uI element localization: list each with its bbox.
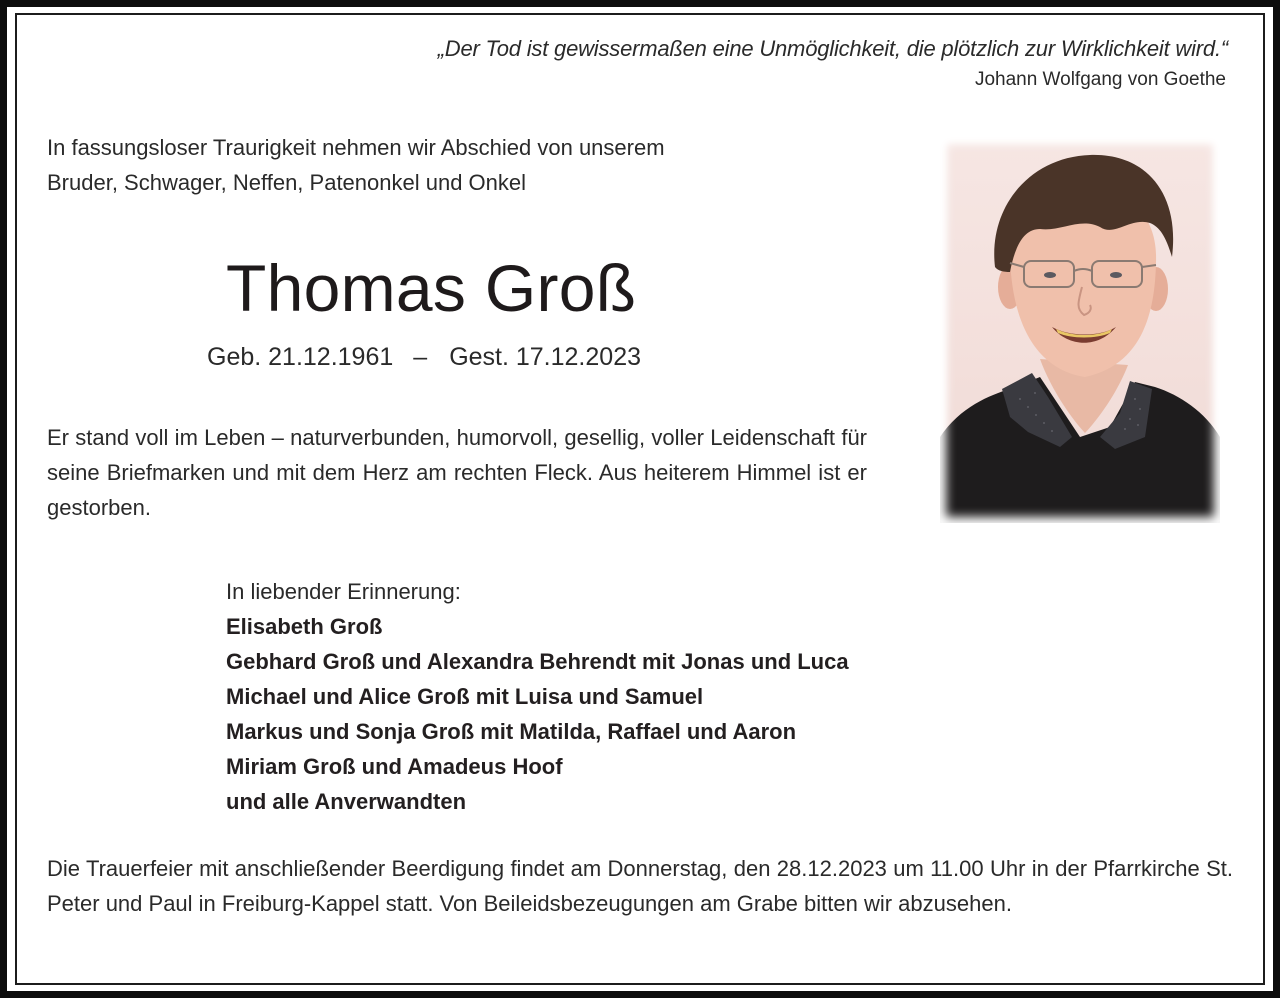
intro-text bbox=[47, 130, 847, 200]
epigraph-quote: „Der Tod ist gewissermaßen eine Unmöglichkeit, die plötzlich zur Wirklichkeit wird.“ bbox=[437, 36, 1228, 61]
mourners-heading: In liebender Erinnerung: bbox=[226, 579, 461, 604]
intro-line-1: In fassungsloser Traurigkeit nehmen wir Abschied von unserem bbox=[47, 135, 665, 160]
mourners-list bbox=[226, 574, 946, 819]
intro-line-2: Bruder, Schwager, Neffen, Patenonkel und Onkel bbox=[47, 170, 527, 195]
portrait-photo bbox=[940, 137, 1220, 523]
death-date: Gest. 17.12.2023 bbox=[449, 343, 641, 371]
birth-date: Geb. 21.12.1961 bbox=[207, 343, 394, 371]
date-separator: – bbox=[413, 343, 428, 371]
tribute-paragraph: Er stand voll im Leben – naturverbunden, humorvoll, gesellig, voller Leidenschaft für seine Briefmarken und mit dem Herz am rechten Fleck. Aus heiterem Himmel ist er gestorben. bbox=[47, 425, 867, 520]
mourner-name: Gebhard Groß und Alexandra Behrendt mit Jonas und Luca bbox=[226, 649, 849, 674]
portrait-illustration bbox=[940, 137, 1220, 523]
quote-author: Johann Wolfgang von Goethe bbox=[974, 69, 1226, 90]
mourner-name: Miriam Groß und Amadeus Hoof bbox=[226, 754, 563, 779]
mourner-name: Michael und Alice Groß mit Luisa und Samuel bbox=[226, 684, 704, 709]
deceased-name: Thomas Groß bbox=[226, 251, 637, 325]
life-dates bbox=[207, 340, 641, 374]
mourner-name: und alle Anverwandten bbox=[226, 789, 467, 814]
funeral-announcement: Die Trauerfeier mit anschließender Beerdigung findet am Donnerstag, den 28.12.2023 um 11.00 Uhr in der Pfarrkirche St. Peter und Paul in Freiburg-Kappel statt. Von Beileidsbezeugungen am Grabe bitten wir abzusehen. bbox=[47, 856, 1233, 916]
mourner-name: Elisabeth Groß bbox=[226, 614, 383, 639]
mourner-name: Markus und Sonja Groß mit Matilda, Raffael und Aaron bbox=[226, 719, 797, 744]
